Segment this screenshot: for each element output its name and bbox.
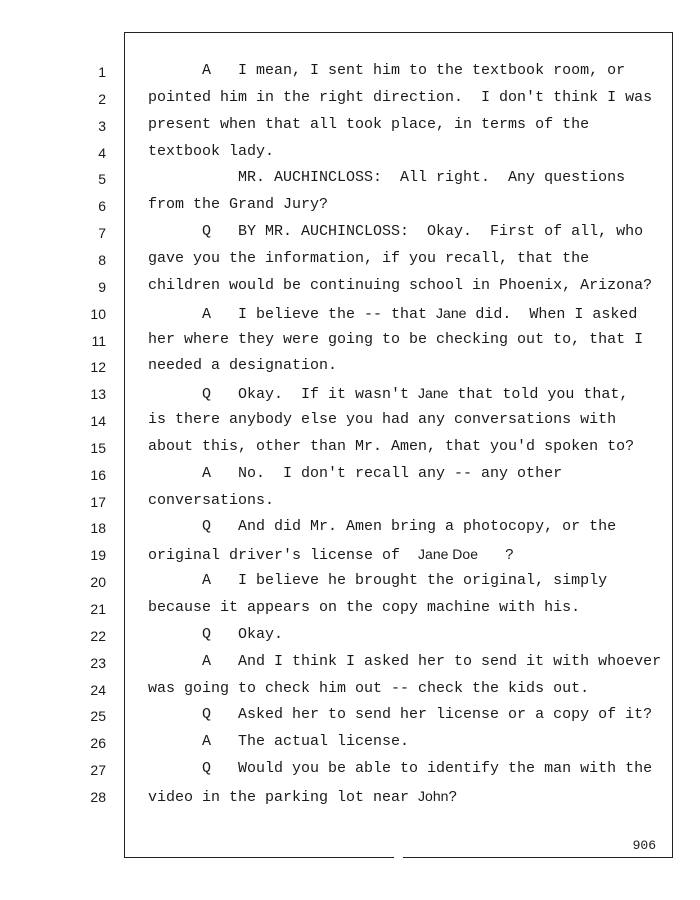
- line-number: 23: [90, 655, 106, 671]
- substituted-name: John: [418, 788, 449, 804]
- transcript-line: [148, 627, 283, 643]
- line-number: 1: [98, 64, 106, 80]
- line-number: 16: [90, 467, 106, 483]
- line-segment: Q Okay.: [148, 626, 284, 643]
- line-segment: Q And did Mr. Amen bring a photocopy, or the: [148, 518, 617, 535]
- line-number: 26: [90, 735, 106, 751]
- transcript-line: [148, 224, 643, 240]
- line-number: 22: [90, 628, 106, 644]
- line-number: 8: [98, 252, 106, 268]
- transcript-line: [148, 707, 652, 723]
- transcript-line: [148, 63, 625, 79]
- line-segment: conversations.: [148, 492, 275, 509]
- line-segment: MR. AUCHINCLOSS: All right. Any questions: [148, 169, 626, 186]
- line-segment: children would be continuing school in Phoenix, Arizona?: [148, 277, 653, 294]
- line-segment: textbook lady.: [148, 143, 275, 160]
- transcript-line: [148, 117, 589, 133]
- line-segment: A I mean, I sent him to the textbook room, or: [148, 62, 626, 79]
- transcript-line: [148, 788, 457, 806]
- transcript-line: [148, 251, 589, 267]
- transcript-line: [148, 439, 634, 455]
- transcript-line: [148, 573, 607, 589]
- line-number: 17: [90, 494, 106, 510]
- line-number: 27: [90, 762, 106, 778]
- line-number: 10: [90, 306, 106, 322]
- line-number: 9: [98, 279, 106, 295]
- line-segment: video in the parking lot near: [148, 789, 419, 806]
- transcript-line: [148, 197, 328, 213]
- transcript-line: [148, 385, 628, 403]
- line-segment: Q BY MR. AUCHINCLOSS: Okay. First of all, who: [148, 223, 644, 240]
- line-segment: was going to check him out -- check the kids out.: [148, 680, 590, 697]
- transcript-line: [148, 546, 514, 564]
- line-number: 24: [90, 682, 106, 698]
- line-segment: Q Okay. If it wasn't: [148, 386, 419, 403]
- transcript-line: [148, 681, 589, 697]
- line-number: 3: [98, 118, 106, 134]
- transcript-line: [148, 90, 652, 106]
- line-segment: her where they were going to be checking out to, that I: [148, 331, 644, 348]
- line-segment: from the Grand Jury?: [148, 196, 329, 213]
- line-number: 2: [98, 91, 106, 107]
- line-segment: A I believe the -- that: [148, 306, 437, 323]
- line-number: 13: [90, 386, 106, 402]
- substituted-name: Jane: [436, 305, 467, 321]
- line-segment: present when that all took place, in terms of the: [148, 116, 590, 133]
- line-segment: that told you that,: [448, 386, 629, 403]
- transcript-line: [148, 761, 652, 777]
- transcript-line: [148, 493, 274, 509]
- transcript-line: [148, 600, 580, 616]
- line-number: 21: [90, 601, 106, 617]
- line-number: 12: [90, 359, 106, 375]
- line-number: 5: [98, 171, 106, 187]
- line-number: 19: [90, 547, 106, 563]
- transcript-line: [148, 170, 625, 186]
- transcript-line: [148, 734, 409, 750]
- line-segment: ?: [448, 789, 458, 806]
- transcript-line: [148, 278, 652, 294]
- line-segment: A I believe he brought the original, simply: [148, 572, 608, 589]
- line-segment: Q Would you be able to identify the man with the: [148, 760, 653, 777]
- transcript-line: [148, 519, 616, 535]
- substituted-name: Jane: [418, 385, 449, 401]
- line-number: 7: [98, 225, 106, 241]
- line-segment: A The actual license.: [148, 733, 410, 750]
- line-segment: original driver's license of: [148, 547, 419, 564]
- line-number: 28: [90, 789, 106, 805]
- transcript-line: [148, 466, 562, 482]
- line-number: 20: [90, 574, 106, 590]
- line-segment: did. When I asked: [466, 306, 638, 323]
- line-number: 15: [90, 440, 106, 456]
- page-number: 906: [632, 838, 656, 853]
- line-number: 18: [90, 520, 106, 536]
- line-segment: Q Asked her to send her license or a copy of it?: [148, 706, 653, 723]
- transcript-line: [148, 144, 274, 160]
- transcript-line: [148, 332, 643, 348]
- line-number: 11: [91, 333, 106, 349]
- line-segment: pointed him in the right direction. I don't think I was: [148, 89, 653, 106]
- line-segment: is there anybody else you had any conversations with: [148, 411, 617, 428]
- transcript-line: [148, 305, 637, 323]
- line-segment: because it appears on the copy machine with his.: [148, 599, 581, 616]
- line-segment: needed a designation.: [148, 357, 338, 374]
- transcript-line: [148, 358, 337, 374]
- substituted-name: Jane Doe: [418, 546, 478, 562]
- transcript-line: [148, 412, 616, 428]
- transcript-line: [148, 654, 661, 670]
- line-segment: ?: [477, 547, 514, 564]
- line-number: 14: [90, 413, 106, 429]
- line-segment: A No. I don't recall any -- any other: [148, 465, 563, 482]
- line-number: 6: [98, 198, 106, 214]
- bottom-rule: [124, 857, 394, 858]
- line-number: 25: [90, 708, 106, 724]
- line-segment: gave you the information, if you recall, that the: [148, 250, 590, 267]
- line-segment: about this, other than Mr. Amen, that you'd spoken to?: [148, 438, 635, 455]
- line-segment: A And I think I asked her to send it with whoever: [148, 653, 662, 670]
- bottom-rule: [403, 857, 673, 858]
- line-number: 4: [98, 145, 106, 161]
